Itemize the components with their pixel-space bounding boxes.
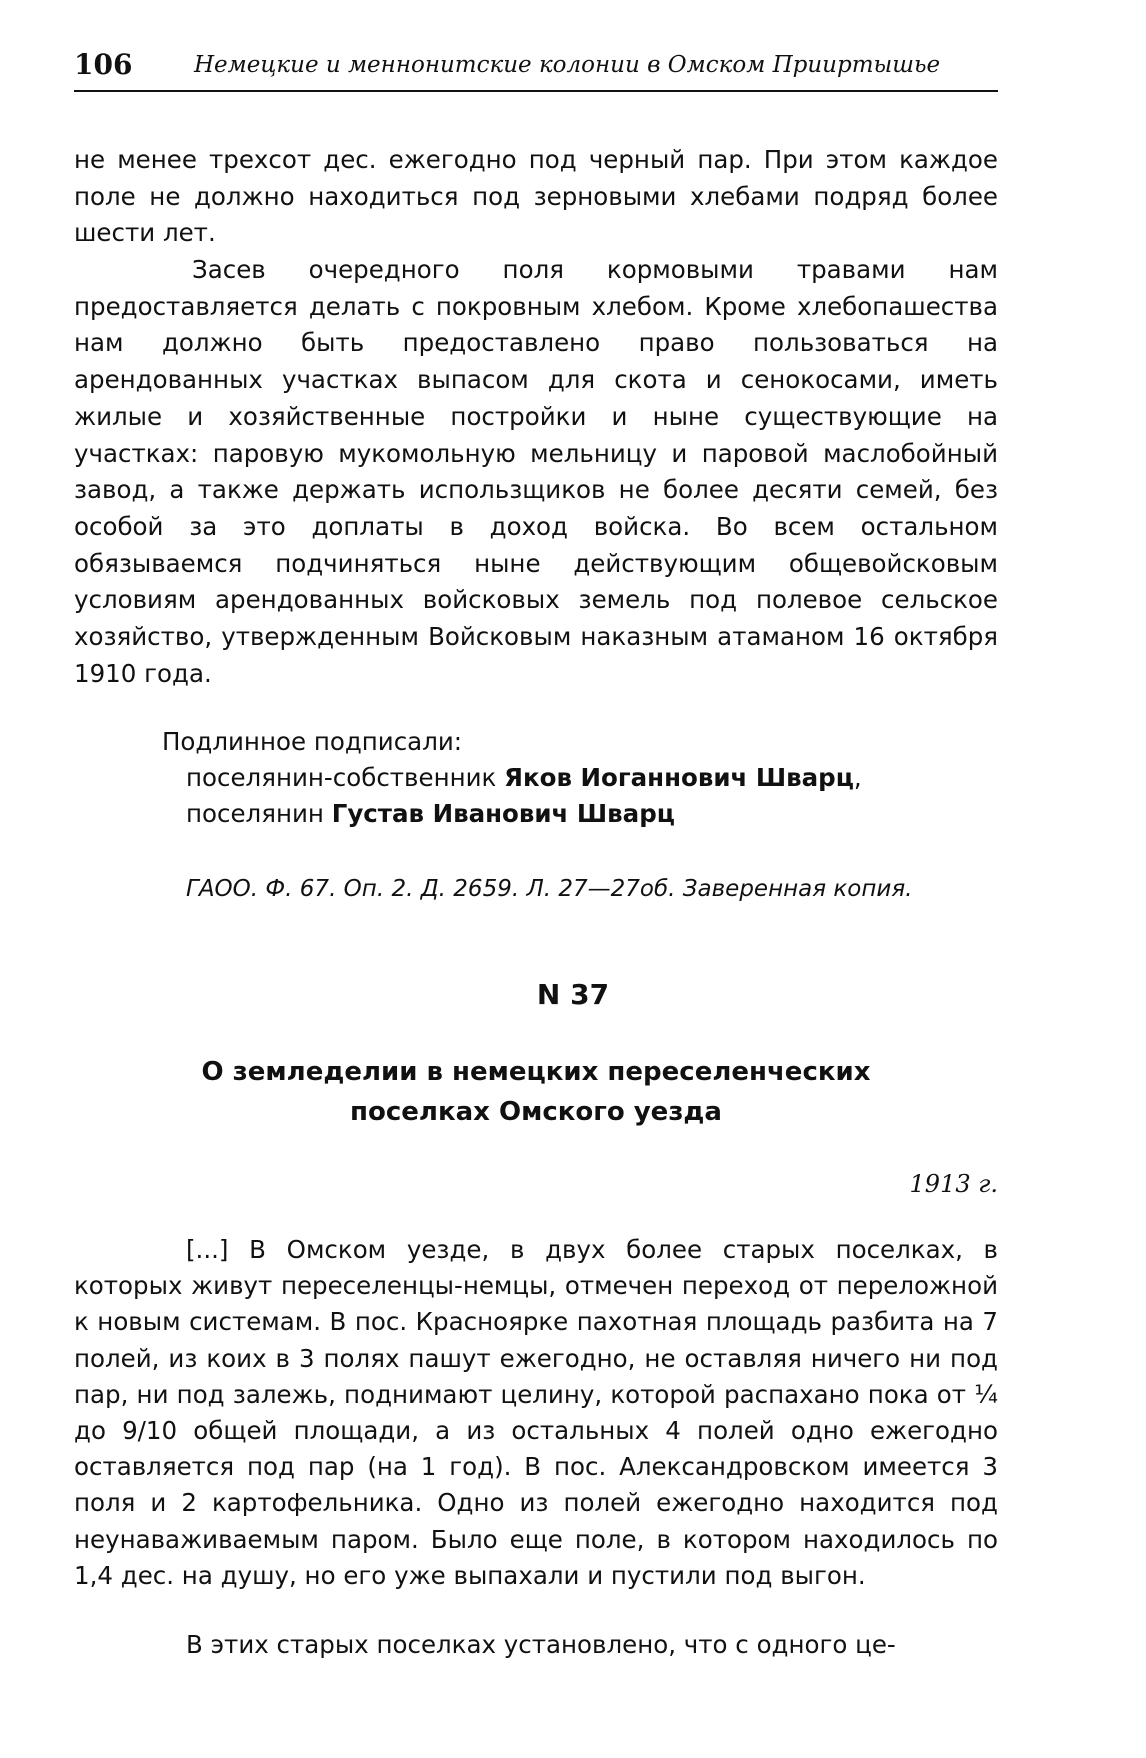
signatory-role: поселянин bbox=[186, 799, 332, 828]
signatory-name: Яков Иоганнович Шварц bbox=[504, 763, 854, 792]
signatory-role: поселянин-собственник bbox=[186, 763, 505, 792]
document-number: N 37 bbox=[536, 978, 610, 1011]
signatures-intro: Подлинное подписали: bbox=[162, 727, 463, 756]
paragraph-agriculture: [...] В Омском уезде, в двух более старых поселках, в которых живут переселенцы-немцы, отмечен переход от переложной к новым системам. В пос. Красноярке пахотная площадь разбита на 7 полей, из коих в 3 полях пашут ежегодно, не оставляя ничего ни под пар, ни под залежь, поднимают целину, которой распахано пока от ¼ до 9/10 общей площади, а из остальных 4 полей одно ежегодно оставляется под пар (на 1 год). В пос. Александровском имеется 3 поля и 2 картофельника. Одно из полей ежегодно находится под неунаваживаемым паром. Было еще поле, в котором находилось по 1,4 дес. на душу, но его уже выпахали и пустили под выгон. bbox=[74, 1235, 998, 1590]
signature-line bbox=[186, 799, 675, 828]
signatory-name: Густав Иванович Шварц bbox=[331, 799, 675, 828]
paragraph-last-line: В этих старых поселках установлено, что с одного це- bbox=[186, 1630, 896, 1659]
document-title bbox=[74, 1052, 998, 1132]
paragraph-continuation: не менее трехсот дес. ежегодно под черный пар. При этом каждое поле не должно находиться под зерновыми хлебами подряд более шести лет. bbox=[74, 145, 998, 248]
document-date: 1913 г. bbox=[909, 1170, 998, 1198]
document-title-line: О земледелии в немецких переселенческих bbox=[201, 1057, 871, 1087]
running-title: Немецкие и меннонитские колонии в Омском Прииртышье bbox=[194, 52, 941, 78]
signatory-suffix: , bbox=[853, 763, 862, 792]
paragraph-lease-terms: Засев очередного поля кормовыми травами нам предоставляется делать с покровным хлебом. Кроме хлебопашества нам должно быть предоставлено право пользоваться на арендованных участках выпасом для скота и сенокосами, иметь жилые и хозяйственные постройки и ныне существующие на участках: паровую мукомольную мельницу и паровой маслобойный завод, а также держать использщиков не более десяти семей, без особой за это доплаты в доход войска. Во всем остальном обязываемся подчиняться ныне действующим общевойсковым условиям арендованных войсковых земель под полевое сельское хозяйство, утвержденным Войсковым наказным атаманом 16 октября 1910 года. bbox=[74, 255, 998, 688]
document-title-line: поселках Омского уезда bbox=[350, 1097, 722, 1127]
signature-line bbox=[186, 763, 862, 792]
archive-citation: ГАОО. Ф. 67. Оп. 2. Д. 2659. Л. 27—27об. Заверенная копия. bbox=[186, 876, 913, 902]
page-number: 106 bbox=[74, 48, 133, 81]
page-header bbox=[74, 46, 998, 92]
